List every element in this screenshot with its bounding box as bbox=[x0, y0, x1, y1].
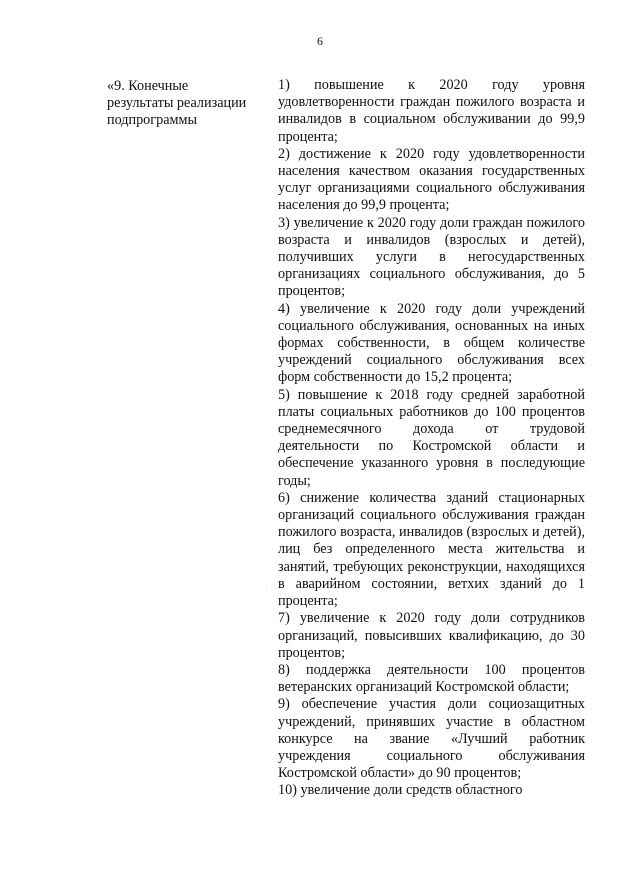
result-item-5: 5) повышение к 2018 году средней заработной платы социальных работников до 100 процентов среднемесячного дохода от трудовой деятельности по Костромской области и обеспечение указанного уровня в последующие годы; bbox=[278, 386, 585, 489]
result-item-10: 10) увеличение доли средств областного bbox=[278, 782, 523, 799]
result-item-7: 7) увеличение к 2020 году доли сотрудников организаций, повысивших квалификацию, до 30 процентов; bbox=[278, 610, 585, 661]
page-number: 6 bbox=[317, 34, 323, 48]
result-item-4: 4) увеличение к 2020 году доли учреждений социального обслуживания, основанных на иных формах собственности, в общем количестве учреждений социального обслуживания всех форм собственности до 15,2 процента; bbox=[278, 300, 585, 386]
result-item-1: 1) повышение к 2020 году уровня удовлетворенности граждан пожилого возраста и инвалидов в социальном обслуживании до 99,9 процента; bbox=[278, 77, 585, 145]
result-item-9: 9) обеспечение участия доли социозащитных учреждений, принявших участие в областном конкурсе на звание «Лучший работник учреждения социального обслуживания Костромской области» до 90 процентов; bbox=[278, 696, 585, 782]
section-heading: «9. Конечные результаты реализации подпрограммы bbox=[107, 78, 247, 129]
result-item-2: 2) достижение к 2020 году удовлетворенности населения качеством оказания государственных услуг организациями социального обслуживания населения до 99,9 процента; bbox=[278, 145, 585, 214]
results-list bbox=[278, 77, 585, 800]
scan-speck bbox=[266, 589, 267, 590]
result-item-8: 8) поддержка деятельности 100 процентов ветеранских организаций Костромской области; bbox=[278, 661, 585, 696]
result-item-6: 6) снижение количества зданий стационарных организаций социального обслуживания граждан пожилого возраста, инвалидов (взрослых и детей), лиц без определенного места жительства и занятий, требующих реконструкции, находящихся в аварийном состоянии, ветхих зданий до 1 процента; bbox=[278, 489, 585, 610]
result-item-3: 3) увеличение к 2020 году доли граждан пожилого возраста и инвалидов (взрослых и детей), получивших услуги в негосударственных организациях социального обслуживания, до 5 процентов; bbox=[278, 214, 585, 300]
